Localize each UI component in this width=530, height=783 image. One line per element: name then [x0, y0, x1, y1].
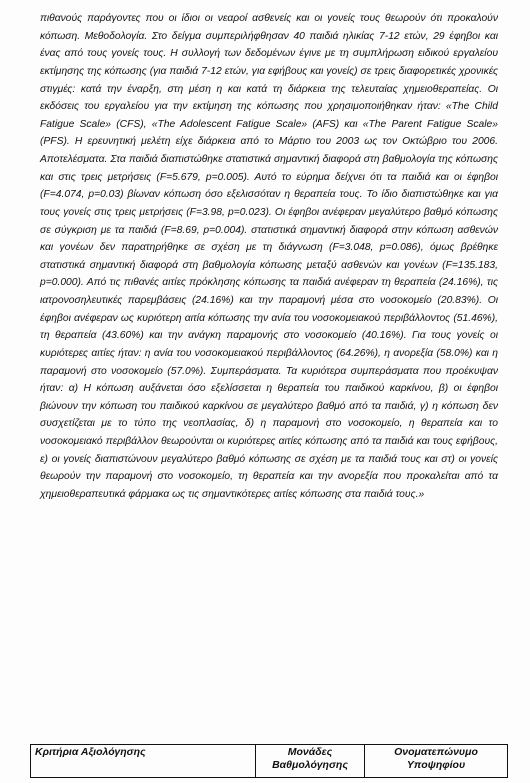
- name-header-cell: [365, 745, 508, 778]
- criteria-header: Κριτήρια Αξιολόγησης: [35, 746, 146, 758]
- name-header-line1: Ονοματεπώνυμο: [394, 746, 478, 758]
- criteria-header-cell: [31, 745, 256, 778]
- units-header-line1: Μονάδες: [287, 746, 333, 758]
- evaluation-criteria-table: [30, 744, 508, 778]
- units-header-cell: [256, 745, 365, 778]
- units-header-line2: Βαθμολόγησης: [272, 759, 348, 771]
- table-header-row: [31, 745, 508, 778]
- name-header-line2: Υποψηφίου: [406, 759, 466, 771]
- abstract-paragraph: πιθανούς παράγοντες που οι ίδιοι οι νεαροί ασθενείς και οι γονείς τους θεωρούν ότι προκαλούν κόπωση. Μεθοδολογία. Στο δείγμα συμπεριλήφθησαν 40 παιδιά ηλικίας 7-12 ετών, 29 έφηβοι και ένας από τους γονείς τους. Η συλλογή των δεδομένων έγινε με τη συμπλήρωση ειδικού εργαλείου εκτίμησης της κόπωσης (για παιδιά 7-12 ετών, για εφήβους και γονείς) σε τρεις διαφορετικές χρονικές στιγμές: κατά την έναρξη, στη μέση η και κατά τη διάρκεια της τελευταίας χημειοθεραπείας. Οι εκδόσεις του εργαλείου για την εκτίμηση της κόπωσης που χρησιμοποιήθηκαν ήταν: «The Child Fatigue Scale» (CFS), «The Adolescent Fatigue Scale» (AFS) και «The Parent Fatigue Scale» (PFS). Η ερευνητική μελέτη είχε διάρκεια από το Μάρτιο του 2003 ως τον Οκτώβριο του 2006. Αποτελέσματα. Στα παιδιά διαπιστώθηκε στατιστικά σημαντική διαφορά στη βαθμολογία της κόπωσης και στις τρεις μετρήσεις (F=5.679, p=0.005). Αυτό το εύρημα δείχνει ότι τα παιδιά και οι έφηβοι (F=4.074, p=0.03) βίωναν κόπωση όσο εξελισσόταν η θεραπεία τους. Το ίδιο διαπιστώθηκε και για τους γονείς στις τρεις μετρήσεις (F=3.98, p=0.023). Οι έφηβοι ανέφεραν μεγαλύτερο βαθμό κόπωσης σε σύγκριση με τα παιδιά (F=8.69, p=0.004). στατιστικά σημαντική διαφορά στην κόπωση ασθενών και γονέων δεν παρατηρήθηκε σε σχέση με τη διάγνωση (F=3.048, p=0.086), όμως βρέθηκε στατιστικά σημαντική διαφορά στη βαθμολογία κόπωσης μεταξύ ασθενών και γονέων (F=135.183, p=0.000). Από τις πιθανές αιτίες πρόκλησης κόπωσης τα παιδιά ανέφεραν τη θεραπεία (24.16%), τις ιατρονοσηλευτικές παρεμβάσεις (24.16%) και την παραμονή μέσα στο νοσοκομείο (20.83%). Οι έφηβοι ανέφεραν ως κυριότερη αιτία κόπωσης την ανία του νοσοκομειακού περιβάλλοντος (51.46%), τη θεραπεία (43.60%) και την ανάγκη παραμονής στο νοσοκομείο (40.16%). Για τους γονείς οι κυριότερες αιτίες ήταν: η ανία του νοσοκομειακού περιβάλλοντος (64.26%), η ανορεξία (58.0%) και η παραμονή στο νοσοκομείο (57.0%). Συμπεράσματα. Τα κυριότερα συμπεράσματα που προέκυψαν ήταν: α) Η κόπωση αυξάνεται όσο εξελίσσεται η θεραπεία του παιδικού καρκίνου, β) οι έφηβοι βιώνουν την κόπωση του παιδικού καρκίνου σε μεγαλύτερο βαθμό από τα παιδιά, γ) η κόπωση δεν συσχετίζεται με το τύπο της νεοπλασίας, δ) η παραμονή στο νοσοκομείο, η θεραπεία και το νοσοκομειακό περιβάλλον θεωρούνται οι κυριότερες αιτίες κόπωσης από τα παιδιά και τους εφήβους, ε) οι γονείς διαπιστώνουν μεγαλύτερο βαθμό κόπωσης σε σχέση με τα παιδιά τους και στ) οι γονείς θεωρούν την παραμονή στο νοσοκομείο, τη θεραπεία και την ανορεξία που προκαλείται από τα χημειοθεραπευτικά φάρμακα ως τις σημαντικότερες αιτίες κόπωσης στα παιδιά τους.»: [40, 13, 498, 500]
